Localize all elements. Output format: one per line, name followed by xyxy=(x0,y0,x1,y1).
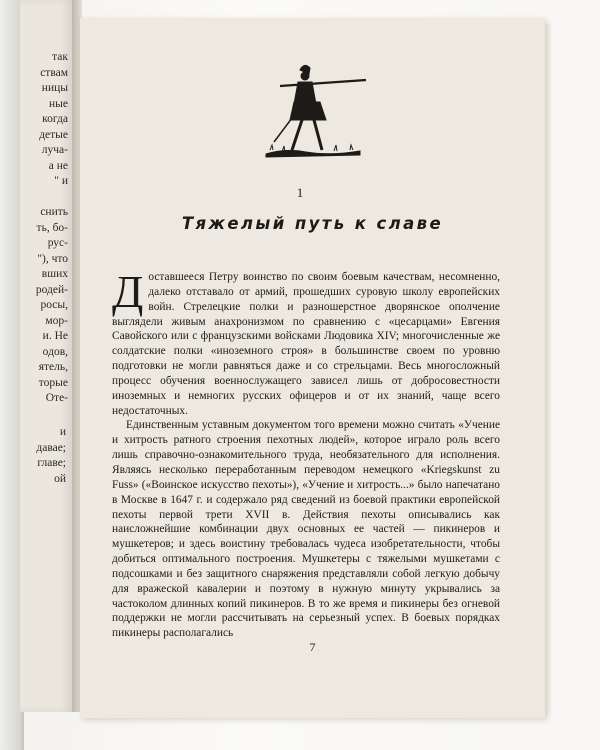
previous-page-top-line: Оте- xyxy=(45,392,68,404)
previous-page-bottom-line: главе; xyxy=(37,457,66,469)
previous-page-top-line: детые xyxy=(39,128,68,141)
chapter-number: 1 xyxy=(296,185,304,200)
previous-page-top-line: торые xyxy=(38,376,68,389)
paragraph-1 xyxy=(112,266,500,418)
previous-page-bottom-line: давае; xyxy=(36,441,66,454)
previous-page-text-top xyxy=(36,50,68,407)
previous-page-top-line: и. Не xyxy=(42,330,68,342)
chapter-title: Тяжелый путь к славе xyxy=(181,214,444,233)
drop-cap: Д xyxy=(112,266,144,317)
previous-page-top-line: росы, xyxy=(40,299,68,311)
body-text xyxy=(112,266,500,641)
previous-page-bottom-line: и xyxy=(59,426,66,438)
previous-page-top-line: ть, бо- xyxy=(36,221,68,234)
page-edge xyxy=(545,24,551,714)
previous-page-top-line: ятель, xyxy=(38,361,68,373)
previous-page-top-line: ствам xyxy=(40,66,68,79)
previous-page-top-line: мор- xyxy=(45,314,68,327)
previous-page-bottom-line: ой xyxy=(54,472,66,485)
previous-page-top-line: " и xyxy=(54,175,68,187)
previous-page-top-line: ницы xyxy=(41,82,68,94)
paragraph-2: Единственным уставным документом того времени можно считать «Учение и хитрость ратного строения пехотных людей», которое играло роль всего лишь справочно-ознакомительного труда, необязательного для исполнения. Являясь несколько переработанным переводом немецкого «Kriegskunst zu Fuss» («Воинское искусство пехоты»), «Учение и хитрость...» было напечатано в Москве в 1647 г. и содержало ряд сведений из боевой практики европейской пехоты первой трети XVII в. Действия пехоты описывались как наисложнейшие комбинации двух основных ее частей — пикинеров и мушкетеров; и здесь воистину требовалась чудеса изобретательности, чтобы добиться оптимального построения. Мушкетеры с тяжелыми мушкетами с подсошками и без защитного снаряжения представляли собой легкую добычу для вражеской кавалерии и поэтому в нужную минуту укрывались за частоколом длинных копий пикинеров. В то же время и пикинеры без огневой поддержки не могли рассчитывать на серьезный успех. В боевых порядках пикинеры располагались xyxy=(112,419,500,640)
previous-page-top-line: одов, xyxy=(42,345,68,358)
previous-page-top-line: вших xyxy=(41,268,68,280)
paragraph-1-text: оставшееся Петру воинство по своим боевым качествам, несомненно, далеко отставало от армий, прошедших суровую школу европейских войн. Стрелецкие полки и разношерстное дворянское ополчение выглядели живым анахронизмом по сравнению с «цесарцами» Евгения Савойского или с французскими войсками Людовика XIV; многочисленные же солдатские полки «иноземного строя» в большинстве своем по уровню подготовки не могли равняться даже и со стрельцами. Весь многосложный процесс обучения военнослужащего зависел лишь от добросовестности иноземных и немногих русских офицеров и от их знаний, чаще всего недостаточных. xyxy=(112,271,500,417)
previous-page-top-line: ные xyxy=(49,97,68,110)
previous-page-top-line: "), что xyxy=(37,252,68,265)
musketeer-vignette-illustration xyxy=(262,58,372,168)
previous-page-top-line: так xyxy=(52,51,68,63)
previous-page-top-line: родей- xyxy=(35,283,68,296)
page-number: 7 xyxy=(309,640,316,654)
previous-page-top-line: лучa- xyxy=(41,144,68,156)
previous-page-top-line: а не xyxy=(48,159,68,172)
previous-page-text-bottom xyxy=(36,425,66,487)
previous-page-top-line: когда xyxy=(42,113,68,125)
previous-page xyxy=(20,0,73,712)
previous-page-top-line: рус- xyxy=(47,237,68,249)
previous-page-top-line: снить xyxy=(40,206,68,218)
